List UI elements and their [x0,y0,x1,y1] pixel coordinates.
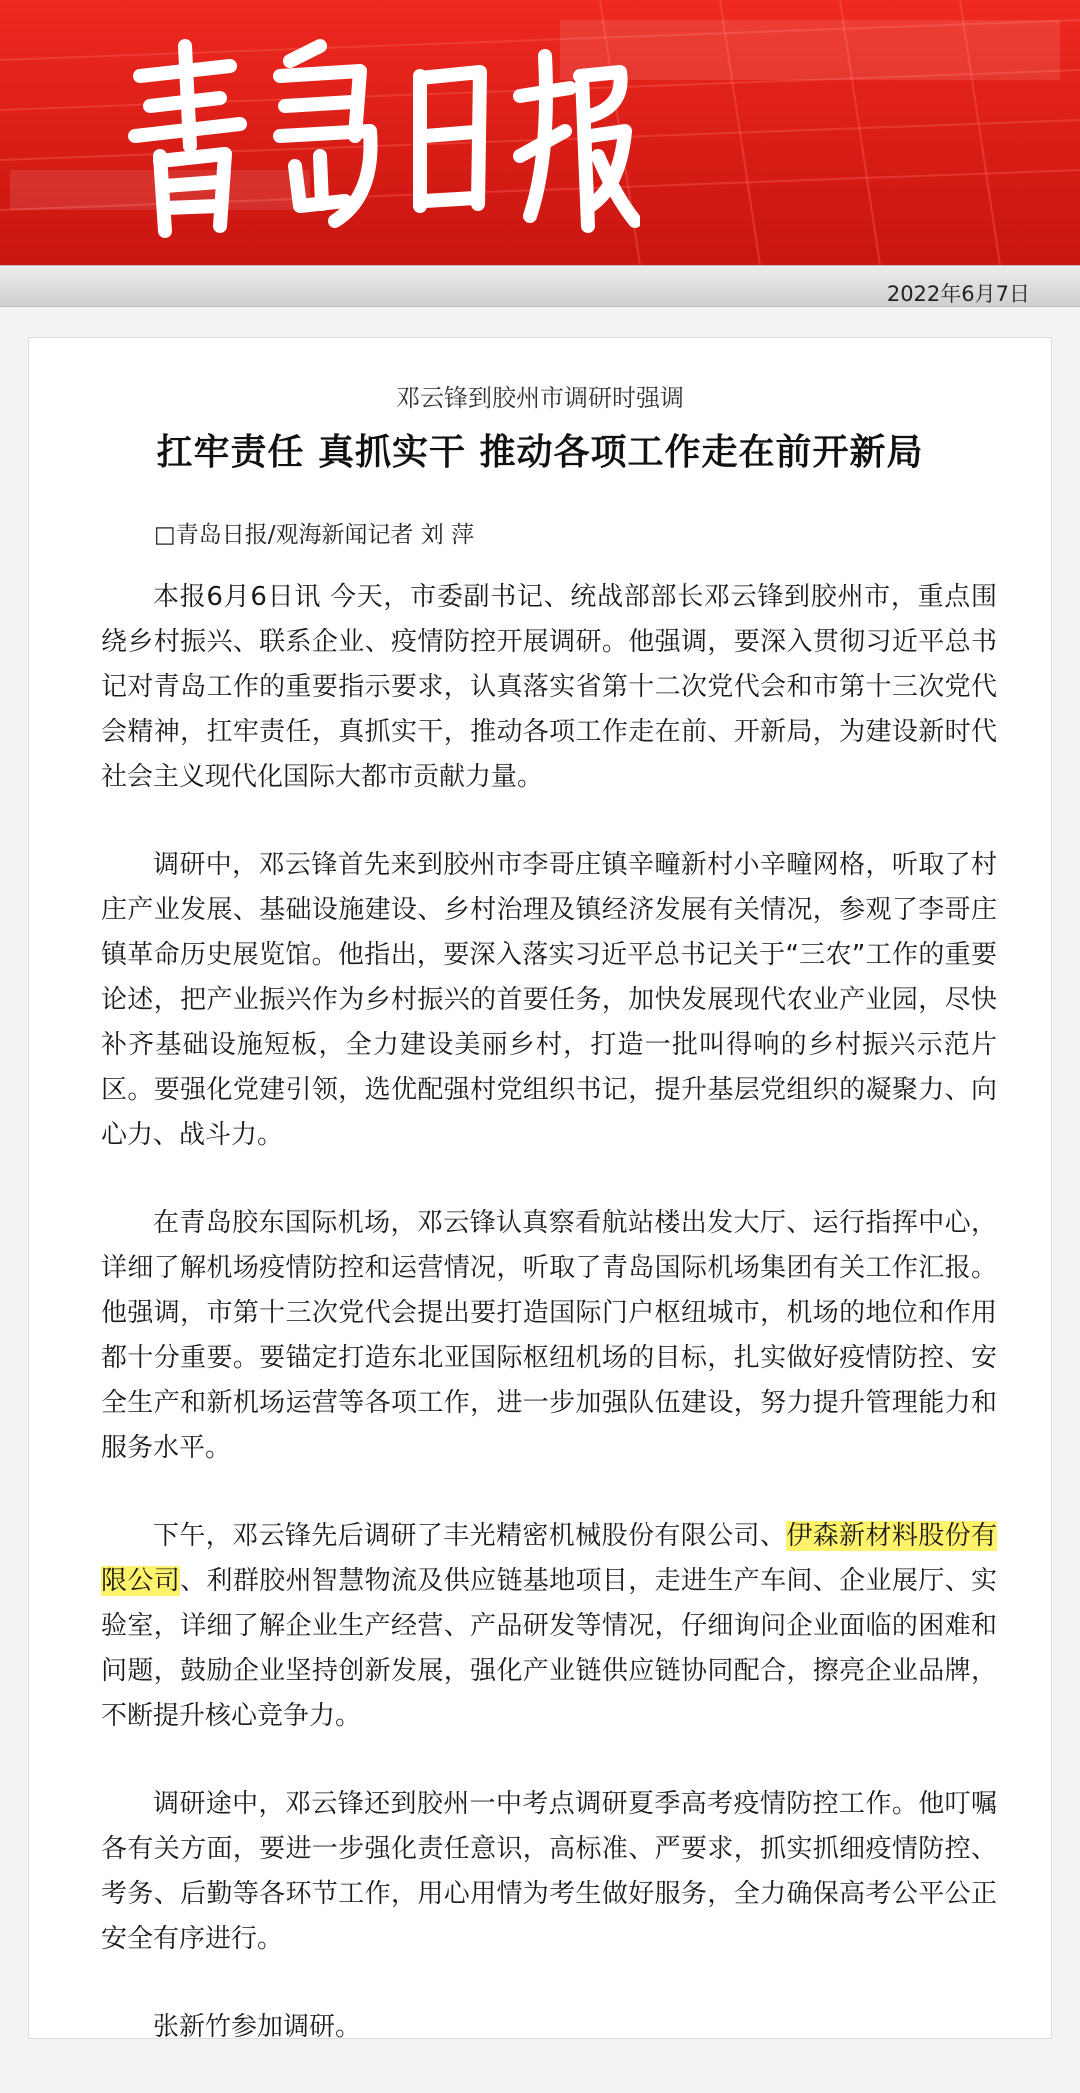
highlighted-company-name: 伊森新材料股份有限公司 [101,1521,997,1596]
paragraph-4 [101,1514,997,1739]
masthead-banner [0,0,1080,265]
paragraph-3: 在青岛胶东国际机场，邓云锋认真察看航站楼出发大厅、运行指挥中心，详细了解机场疫情防控和运营情况，听取了青岛国际机场集团有关工作汇报。他强调，市第十三次党代会提出要打造国际门户枢纽城市，机场的地位和作用都十分重要。要锚定打造东北亚国际枢纽机场的目标，扎实做好疫情防控、安全生产和新机场运营等各项工作，进一步加强队伍建设，努力提升管理能力和服务水平。 [101,1208,997,1463]
paragraph-6: 张新竹参加调研。 [153,2012,362,2042]
article-byline: □青岛日报/观海新闻记者 刘 萍 [154,522,475,548]
article-kicker: 邓云锋到胶州市调研时强调 [396,384,684,412]
paragraph-4-text-a: 下午，邓云锋先后调研了丰光精密机械股份有限公司、 [153,1521,787,1551]
paragraph-5: 调研途中，邓云锋还到胶州一中考点调研夏季高考疫情防控工作。他叮嘱各有关方面，要进一步强化责任意识，高标准、严要求，抓实抓细疫情防控、考务、后勤等各环节工作，用心用情为考生做好服务，全力确保高考公平公正安全有序进行。 [101,1789,997,1954]
masthead-logo-calligraphy [120,36,640,246]
paragraph-2: 调研中，邓云锋首先来到胶州市李哥庄镇辛疃新村小辛疃网格，听取了村庄产业发展、基础设施建设、乡村治理及镇经济发展有关情况，参观了李哥庄镇革命历史展览馆。他指出，要深入落实习近平总书记关于“三农”工作的重要论述，把产业振兴作为乡村振兴的首要任务，加快发展现代农业产业园，尽快补齐基础设施短板，全力建设美丽乡村，打造一批叫得响的乡村振兴示范片区。要强化党建引领，选优配强村党组织书记，提升基层党组织的凝聚力、向心力、战斗力。 [101,850,997,1150]
paragraph-4-text-b: 、利群胶州智慧物流及供应链基地项目，走进生产车间、企业展厅、实验室，详细了解企业生产经营、产品研发等情况，仔细询问企业面临的困难和问题，鼓励企业坚持创新发展，强化产业链供应链协同配合，擦亮企业品牌，不断提升核心竞争力。 [101,1566,997,1731]
paragraph-1: 本报6月6日讯 今天，市委副书记、统战部部长邓云锋到胶州市，重点围绕乡村振兴、联系企业、疫情防控开展调研。他强调，要深入贯彻习近平总书记对青岛工作的重要指示要求，认真落实省第十二次党代会和市第十三次党代会精神，扛牢责任，真抓实干，推动各项工作走在前、开新局，为建设新时代社会主义现代化国际大都市贡献力量。 [101,582,997,792]
article-card [28,337,1052,2042]
article-body [101,575,997,2093]
issue-date: 2022年6月7日 [886,282,1030,306]
article-headline: 扛牢责任 真抓实干 推动各项工作走在前开新局 [156,432,924,473]
